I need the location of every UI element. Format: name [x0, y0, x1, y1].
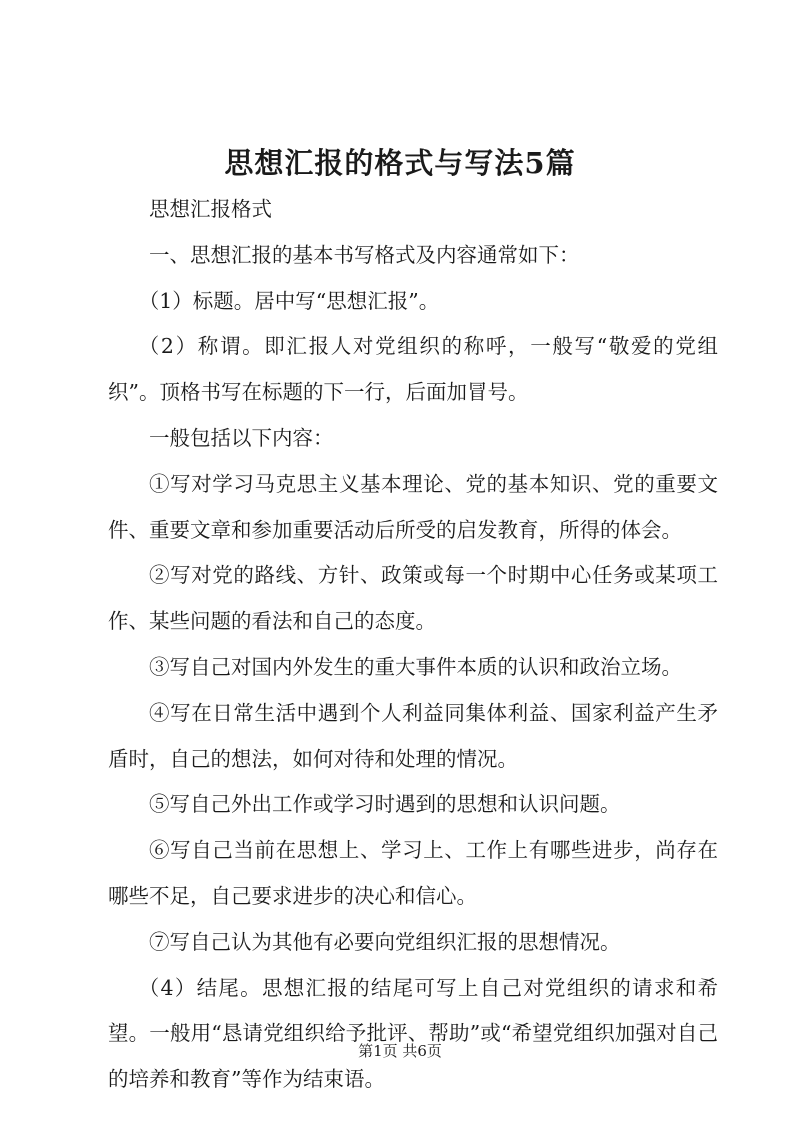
page-footer: 第1页 共6页	[358, 1042, 442, 1060]
paragraph-item-title: （1）标题。居中写“思想汇报”。	[138, 288, 440, 313]
document-body	[108, 187, 718, 1103]
paragraph-point-6: ⑥写自己当前在思想上、学习上、工作上有哪些进步，尚存在哪些不足，自己要求进步的决心和信心。	[108, 838, 718, 908]
page-title: 思想汇报的格式与写法5篇	[224, 146, 576, 180]
paragraph-section-heading: 思想汇报格式	[149, 197, 272, 221]
paragraph-point-7: ⑦写自己认为其他有必要向党组织汇报的思想情况。	[149, 929, 621, 954]
paragraph-content-intro: 一般包括以下内容：	[149, 425, 334, 450]
paragraph-format-intro: 一、思想汇报的基本书写格式及内容通常如下：	[149, 242, 580, 267]
paragraph-item-closing: （4）结尾。思想汇报的结尾可写上自己对党组织的请求和希望。一般用“恳请党组织给予批评、帮助”或“希望党组织加强对自己的培养和教育”等作为结束语。	[108, 975, 718, 1092]
paragraph-point-4: ④写在日常生活中遇到个人利益同集体利益、国家利益产生矛盾时，自己的想法，如何对待和处理的情况。	[108, 700, 718, 771]
paragraph-item-salutation: （2）称谓。即汇报人对党组织的称呼，一般写“敬爱的党组织”。顶格书写在标题的下一行，后面加冒号。	[108, 334, 718, 405]
paragraph-point-3: ③写自己对国内外发生的重大事件本质的认识和政治立场。	[149, 654, 682, 679]
paragraph-point-1: ①写对学习马克思主义基本理论、党的基本知识、党的重要文件、重要文章和参加重要活动后所受的启发教育，所得的体会。	[108, 471, 718, 542]
paragraph-point-5: ⑤写自己外出工作或学习时遇到的思想和认识问题。	[149, 792, 621, 817]
paragraph-point-2: ②写对党的路线、方针、政策或每一个时期中心任务或某项工作、某些问题的看法和自己的态度。	[108, 563, 718, 634]
